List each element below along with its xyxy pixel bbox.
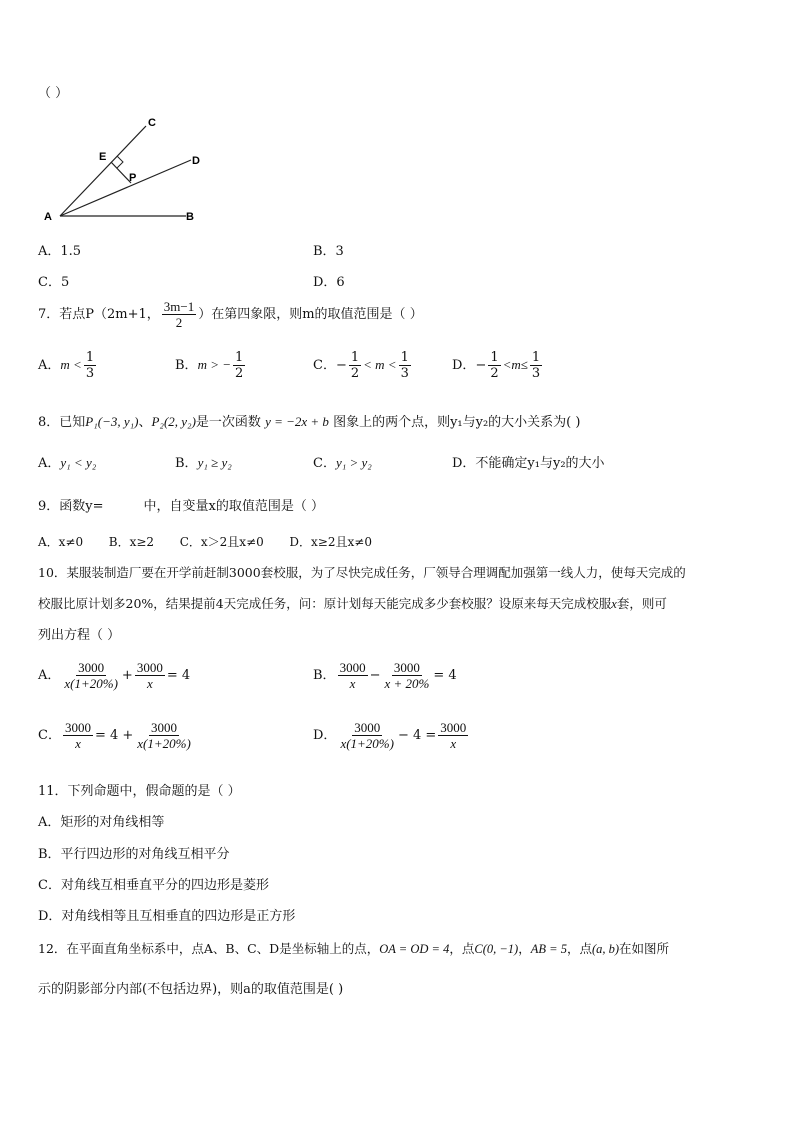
q7-label-c: C． — [313, 358, 336, 373]
q8-point-p1: P₁(−3, y₁) — [85, 414, 139, 429]
q7-stem-pre: 7．若点P（2m+1， — [38, 307, 160, 322]
q7-frac-num: 3m−1 — [163, 299, 195, 314]
q8-label-a: A． — [38, 456, 61, 471]
q11-option-c: C．对角线互相垂直平分的四边形是菱形 — [38, 878, 269, 893]
q10-var-x: x — [611, 597, 617, 611]
q10-b-d1: x — [349, 676, 356, 691]
q8-option-d: D．不能确定y₁与y₂的大小 — [452, 456, 605, 471]
q7-c-d1: 2 — [350, 366, 360, 381]
q7-d-d2: 3 — [531, 366, 541, 381]
q7-c-n1: 1 — [350, 350, 360, 365]
q10-c-eq: = 4 + — [94, 728, 134, 743]
q7-option-c — [313, 350, 413, 381]
q12-t4: 在如图所 — [619, 941, 670, 956]
q10-line2 — [38, 594, 667, 612]
q7-stem — [38, 299, 423, 330]
q12-math-c: C(0, −1) — [474, 942, 519, 956]
q10-line2-end: 套，则可 — [616, 596, 667, 611]
label-p: P — [129, 172, 137, 184]
q10-a-d1: x(1+20%) — [64, 676, 118, 691]
q12-math-oa-od: OA = OD = 4 — [379, 942, 450, 956]
label-c: C — [148, 117, 156, 129]
q10-a-rhs: = 4 — [166, 668, 191, 683]
q10-line3: 列出方程（ ） — [38, 628, 121, 643]
q10-label-d: D． — [313, 728, 337, 743]
q9-stem-b: 中，自变量x的取值范围是（ ） — [143, 499, 324, 514]
q8-point-p2: P₂(2, y₂) — [151, 414, 196, 429]
q7-c-sign: − — [335, 358, 347, 373]
q12-pre: 12．在平面直角坐标系中，点A、B、C、D是坐标轴上的点， — [38, 941, 380, 956]
q7-d-d1: 2 — [490, 366, 499, 381]
q10-d-d2: x — [450, 736, 457, 751]
q7-a-num: 1 — [85, 350, 95, 365]
q10-c-d2: x(1+20%) — [137, 736, 191, 751]
q12-math-ab: AB = 5 — [530, 942, 567, 956]
q7-label-a: A． — [38, 358, 61, 373]
q12-t1: ，点 — [449, 941, 475, 956]
q7-a-den: 3 — [85, 366, 95, 381]
q12-t2: ， — [518, 941, 531, 956]
label-d: D — [192, 155, 200, 167]
q10-line2-text: 校服比原计划多20%，结果提前4天完成任务，问：原计划每天能完成多少套校服？设原来每天完成校服 — [38, 596, 612, 611]
q8-label-b: B． — [175, 456, 198, 471]
q7-c-mid: < m < — [363, 357, 397, 372]
q8-stem-mid: 是一次函数 — [195, 415, 261, 430]
q10-d-n2: 3000 — [440, 720, 467, 735]
q11-option-a: A．矩形的对角线相等 — [38, 815, 165, 830]
q6-option-d: D．6 — [313, 275, 345, 290]
q8-stem — [38, 411, 580, 430]
q9-option-b: B．x≥2 — [108, 535, 155, 549]
q8-option-a — [38, 452, 96, 471]
q7-label-d: D． — [452, 358, 476, 373]
q10-d-n1: 3000 — [354, 720, 381, 735]
q12-line1 — [38, 939, 669, 957]
q11-option-d: D．对角线相等且互相垂直的四边形是正方形 — [38, 909, 296, 924]
q10-label-a: A． — [38, 668, 61, 683]
q8-b-expr: y₁ ≥ y₂ — [197, 455, 232, 470]
q10-line1: 10．某服装制造厂要在开学前赶制3000套校服，为了尽快完成任务，厂领导合理调配加强第一线人力，使每天完成的 — [38, 565, 686, 580]
q9-option-d: D．x≥2且x≠0 — [289, 535, 372, 549]
q10-d-eq: − 4 = — [397, 728, 437, 743]
q11-stem: 11．下列命题中，假命题的是（ ） — [38, 784, 241, 799]
q6-option-a: A．1.5 — [38, 244, 82, 259]
q7-b-lhs: m > − — [197, 357, 231, 372]
q10-d-d1: x(1+20%) — [340, 736, 394, 751]
q10-b-n2: 3000 — [393, 660, 420, 675]
right-angle-mark — [117, 156, 123, 168]
q8-a-expr: y₁ < y₂ — [60, 455, 97, 470]
q7-d-mid: <m≤ — [502, 357, 528, 372]
q7-frac-den: 2 — [175, 315, 183, 330]
q10-b-n1: 3000 — [339, 660, 366, 675]
q9-option-c: C．x＞2且x≠0 — [179, 535, 264, 549]
q7-option-d — [452, 350, 544, 381]
angle-figure — [36, 110, 216, 225]
q7-a-lhs: m < — [60, 357, 82, 372]
q10-label-b: B． — [313, 668, 336, 683]
ray-ad — [60, 160, 191, 216]
q8-stem-pre: 8．已知 — [38, 415, 86, 430]
q8-c-expr: y₁ > y₂ — [335, 455, 372, 470]
q10-c-n1: 3000 — [64, 720, 91, 735]
q10-label-c: C． — [38, 728, 61, 743]
q10-b-d2: x + 20% — [384, 676, 430, 691]
q10-a-n1: 3000 — [78, 660, 105, 675]
segment-pe — [111, 162, 131, 183]
q9-stem-a: 9．函数y= — [38, 499, 104, 514]
q10-option-d — [313, 720, 470, 751]
q7-d-n2: 1 — [531, 350, 541, 365]
q9-options — [38, 533, 372, 550]
q8-stem-post: 图象上的两个点，则y₁与y₂的大小关系为( ) — [333, 415, 581, 430]
q8-function: y = −2x + b — [265, 414, 329, 429]
q7-label-b: B． — [175, 358, 198, 373]
q7-stem-post: ）在第四象限，则m的取值范围是（ ） — [198, 307, 423, 322]
q11-option-b: B．平行四边形的对角线互相平分 — [38, 847, 230, 862]
q9-option-a: A．x≠0 — [38, 535, 84, 549]
q7-d-n1: 1 — [490, 350, 499, 365]
q10-a-n2: 3000 — [136, 660, 163, 675]
q7-c-n2: 1 — [400, 350, 409, 365]
q10-option-c — [38, 720, 195, 751]
q8-label-c: C． — [313, 456, 336, 471]
label-e: E — [99, 151, 107, 163]
q7-option-a — [38, 350, 98, 381]
q10-a-d2: x — [146, 676, 153, 691]
q7-b-num: 1 — [235, 350, 244, 365]
label-b: B — [186, 211, 194, 223]
q6-stem-tail: （ ） — [38, 86, 69, 101]
q10-b-rhs: = 4 — [433, 668, 457, 683]
q6-option-b: B．3 — [313, 244, 344, 259]
q8-option-c — [313, 452, 372, 471]
q10-a-op: + — [121, 668, 133, 683]
q10-b-op: − — [369, 668, 381, 683]
q8-sep: 、 — [138, 415, 152, 430]
q6-option-c: C．5 — [38, 275, 70, 290]
q12-line2: 示的阴影部分内部(不包括边界)，则a的取值范围是( ) — [38, 982, 344, 997]
q7-b-den: 2 — [235, 366, 244, 381]
q10-c-n2: 3000 — [151, 720, 178, 735]
q8-option-b — [175, 452, 232, 471]
q7-c-d2: 3 — [400, 366, 409, 381]
q7-option-b — [175, 350, 247, 381]
q7-d-sign: − — [475, 358, 487, 373]
q10-c-d1: x — [75, 736, 81, 751]
q12-math-point: (a, b) — [591, 942, 620, 956]
label-a: A — [44, 211, 52, 223]
q12-t3: ，点 — [566, 941, 592, 956]
q9-stem — [38, 495, 324, 514]
q10-option-a — [38, 660, 190, 691]
ray-ac — [60, 126, 146, 216]
q10-option-b — [313, 660, 457, 691]
